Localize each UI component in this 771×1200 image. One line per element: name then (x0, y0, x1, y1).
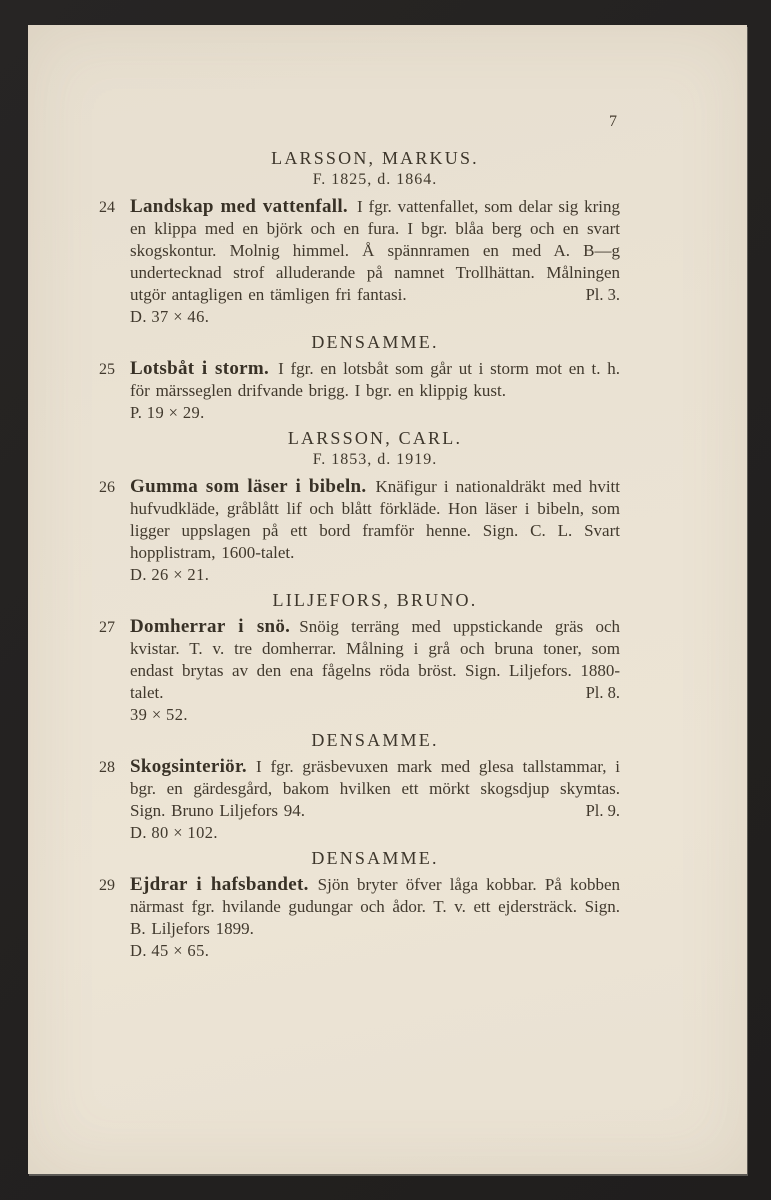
catalog-page (28, 25, 747, 1174)
page-number: 7 (609, 113, 617, 130)
catalog-entry (99, 616, 621, 726)
entry-number: 29 (99, 877, 115, 894)
catalog-entry (99, 358, 620, 424)
entry-number: 25 (99, 361, 115, 378)
entry-dimensions: D. 26 × 21. (130, 565, 210, 584)
entry-title: Landskap med vattenfall. (130, 196, 348, 217)
entry-description: I fgr. en lotsbåt som går ut i storm mot en t. h. för märsseglen drifvande brigg. I bgr. en klippig kust. (130, 359, 620, 400)
catalog-entry (99, 756, 620, 844)
entry-number: 28 (99, 759, 115, 776)
plate-reference: Pl. 3. (585, 285, 620, 304)
catalog-entry (99, 196, 620, 328)
entry-title: Skogsinteriör. (130, 756, 247, 777)
entry-dimensions: D. 37 × 46. (130, 307, 210, 326)
entry-description: Snöig terräng med uppstickande gräs och kvistar. T. v. tre domherrar. Målning i grå och bruna toner, som endast brytas av den ena fågelns röda bröst. Sign. Liljefors. 1880-talet. (130, 617, 621, 702)
entry-description: I fgr. vattenfallet, som delar sig kring en klippa med en björk och en fura. I bgr. blåa berg och en svart skogskontur. Molnig himmel. Å spännramen en med A. B—g undertecknad strof alluderande på namnet Trollhättan. Målningen utgör antagligen en tämligen fri fantasi. (130, 197, 620, 304)
catalog-entry (99, 476, 621, 586)
catalog-entry (99, 874, 621, 962)
entry-title: Gumma som läser i bibeln. (130, 476, 367, 497)
entry-number: 24 (99, 199, 115, 216)
entry-dimensions: D. 80 × 102. (130, 823, 218, 842)
entry-description: I fgr. gräsbevuxen mark med glesa tallstammar, i bgr. en gärdesgård, bakom hvilken ett mörkt skogsdjup skymtas. Sign. Bruno Liljefors 94. (130, 757, 620, 820)
artist-heading: LILJEFORS, BRUNO. (272, 590, 478, 610)
artist-heading: DENSAMME. (311, 848, 439, 868)
artist-dates: F. 1853, d. 1919. (312, 451, 438, 468)
entry-title: Ejdrar i hafsbandet. (130, 874, 309, 895)
entry-dimensions: D. 45 × 65. (130, 941, 210, 960)
entry-dimensions: P. 19 × 29. (130, 403, 205, 422)
entry-description: Sjön bryter öfver låga kobbar. På kobben närmast fgr. hvilande gudungar och ådor. T. v. ett ejdersträck. Sign. B. Liljefors 1899. (130, 875, 621, 938)
artist-heading: LARSSON, CARL. (287, 428, 463, 448)
artist-heading: DENSAMME. (311, 332, 439, 352)
entry-number: 27 (99, 619, 115, 636)
entry-dimensions: 39 × 52. (130, 705, 188, 724)
plate-reference: Pl. 8. (585, 683, 620, 702)
entry-title: Domherrar i snö. (130, 616, 291, 637)
artist-heading: DENSAMME. (311, 730, 439, 750)
page-content (99, 25, 621, 962)
entry-description: Knäfigur i nationaldräkt med hvitt hufvudkläde, gråblått lif och blått förkläde. Hon läser i bibeln, som ligger uppslagen på ett bord framför henne. Sign. C. L. Svart hopplistram, 1600-talet. (130, 477, 621, 562)
artist-heading: LARSSON, MARKUS. (271, 148, 479, 168)
artist-dates: F. 1825, d. 1864. (312, 171, 438, 188)
entry-number: 26 (99, 479, 115, 496)
plate-reference: Pl. 9. (585, 801, 620, 820)
entry-title: Lotsbåt i storm. (130, 358, 270, 379)
